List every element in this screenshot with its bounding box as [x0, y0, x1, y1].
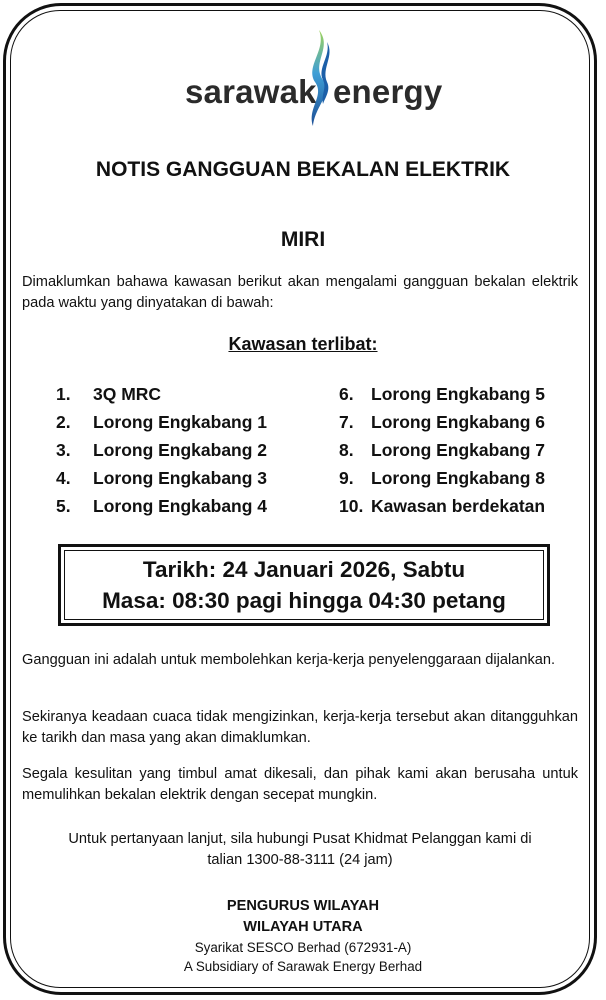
sarawak-energy-logo [185, 28, 443, 128]
signature-company: Syarikat SESCO Berhad (672931-A) [194, 940, 412, 955]
schedule-box-inner [64, 550, 544, 620]
area-item: 6. Lorong Engkabang 5 [339, 384, 546, 404]
city-name: MIRI [280, 228, 326, 251]
contact-line-2: talian 1300-88-3111 (24 jam) [207, 852, 393, 868]
area-item: 9. Lorong Engkabang 8 [339, 468, 546, 488]
area-item: 10. Kawasan berdekatan [339, 496, 546, 516]
area-item: 5. Lorong Engkabang 4 [56, 496, 268, 516]
area-item: 8. Lorong Engkabang 7 [339, 440, 546, 460]
schedule-time: Masa: 08:30 pagi hingga 04:30 petang [102, 588, 506, 613]
apology-paragraph: Segala kesulitan yang timbul amat dikesali, dan pihak kami akan berusaha untuk memulihkan bekalan elektrik dengan secepat mungkin. [22, 766, 578, 803]
contact-line-1: Untuk pertanyaan lanjut, sila hubungi Pusat Khidmat Pelanggan kami di [68, 831, 532, 847]
schedule-box [58, 544, 550, 626]
area-item: 3. Lorong Engkabang 2 [56, 440, 268, 460]
logo-word-energy: energy [333, 73, 443, 110]
maintenance-paragraph: Gangguan ini adalah untuk membolehkan kerja-kerja penyelenggaraan dijalankan. [22, 652, 556, 668]
weather-paragraph: Sekiranya keadaan cuaca tidak mengizinkan, kerja-kerja tersebut akan ditangguhkan ke tarikh dan masa yang akan dimaklumkan. [22, 709, 578, 746]
areas-list-left [56, 383, 267, 523]
areas-list-right [339, 383, 545, 523]
schedule-date: Tarikh: 24 Januari 2026, Sabtu [142, 557, 466, 582]
signature-title-1: PENGURUS WILAYAH [226, 898, 380, 914]
logo-word-sarawak: sarawak [185, 73, 317, 110]
intro-paragraph: Dimaklumkan bahawa kawasan berikut akan mengalami gangguan bekalan elektrik pada waktu yang dinyatakan di bawah: [22, 274, 578, 311]
signature-title-2: WILAYAH UTARA [243, 919, 363, 935]
notice-title: NOTIS GANGGUAN BEKALAN ELEKTRIK [95, 158, 511, 181]
area-item: 4. Lorong Engkabang 3 [56, 468, 268, 488]
signature-block [0, 896, 606, 976]
area-item: 2. Lorong Engkabang 1 [56, 412, 268, 432]
contact-paragraph [22, 829, 578, 871]
areas-heading: Kawasan terlibat: [228, 334, 378, 354]
area-item: 7. Lorong Engkabang 6 [339, 412, 546, 432]
area-item: 1. 3Q MRC [56, 384, 162, 404]
signature-subsidiary: A Subsidiary of Sarawak Energy Berhad [183, 959, 423, 974]
